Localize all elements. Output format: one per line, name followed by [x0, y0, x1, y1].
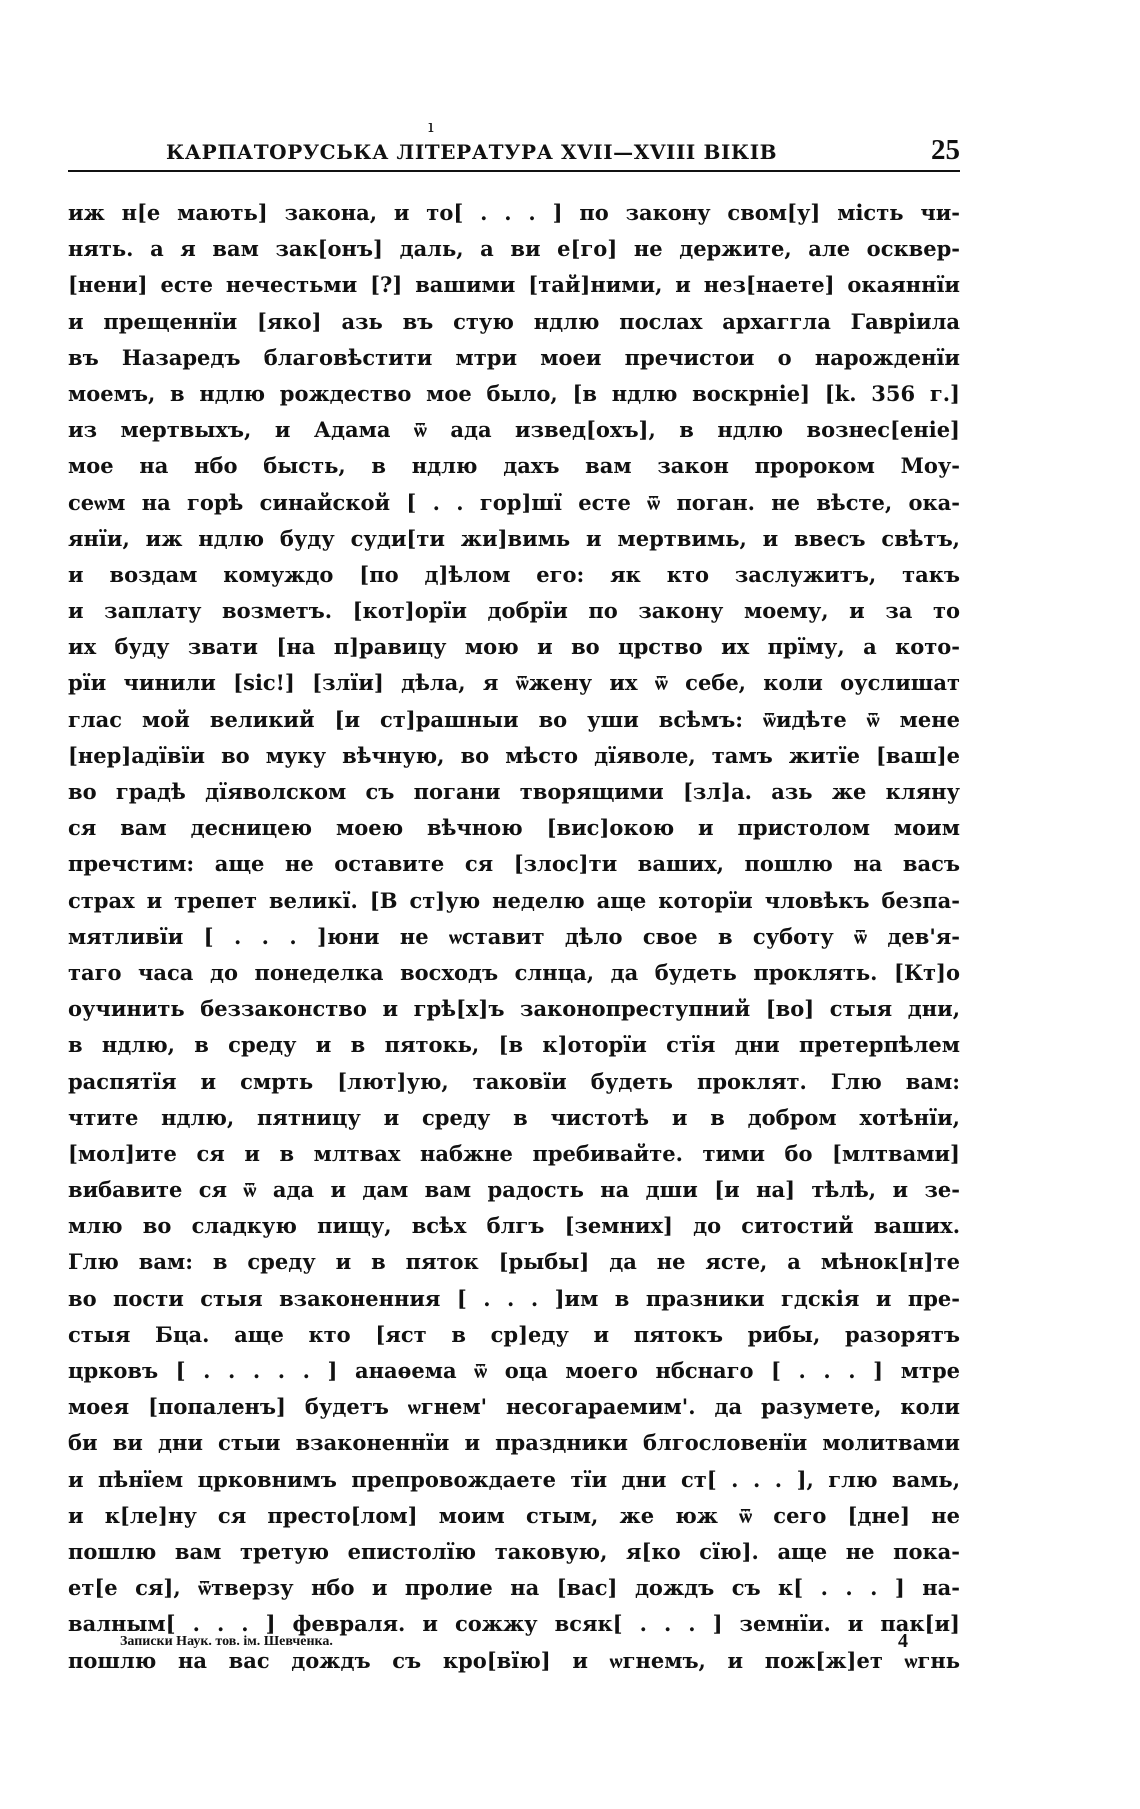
body-text	[68, 195, 960, 1679]
text-line: пречстим: аще не оставите ся [злос]ти ваших, пошлю на васъ	[68, 851, 960, 877]
text-line: пошлю на вас дождъ съ кро[вїю] и ѡгнемъ, и пож[ж]ет ѡгнь	[68, 1647, 960, 1673]
text-line: чтите ндлю, пятницу и среду в чистотѣ и в добром хотѣнїи,	[68, 1104, 960, 1130]
text-line: [мол]ите ся и в млтвах набжне пребивайте. тими бо [млтвами]	[68, 1140, 960, 1166]
text-line: и пѣнїем црковнимъ препровождаете тїи дни ст[ . . . ], глю вамь,	[68, 1466, 960, 1492]
text-line: [нени] есте нечестьми [?] вашими [тай]ними, и нез[наете] окаяннїи	[68, 272, 960, 298]
text-line: и заплату возметъ. [кот]орїи добрїи по закону моему, и за то	[68, 598, 960, 624]
text-line: мое на нбо бысть, в ндлю дахъ вам закон пророком Моу-	[68, 453, 960, 479]
text-line: сеѡм на горѣ синайской [ . . гор]шї есте ѿ поган. не вѣсте, ока-	[68, 489, 960, 515]
running-title: КАРПАТОРУСЬКА ЛІТЕРАТУРА XVII—XVIII ВІКІВ	[166, 140, 778, 164]
text-line: моея [попаленъ] будетъ ѡгнем' несогараемим'. да разумете, коли	[68, 1394, 960, 1420]
text-line: ся вам десницею моею вѣчною [вис]окою и пристолом моим	[68, 815, 960, 841]
text-line: иж н[е мають] закона, и то[ . . . ] по закону свом[у] мість чи-	[68, 200, 960, 225]
page-header	[68, 118, 960, 174]
text-line: глас мой великий [и ст]рашныи во уши всѣмъ: ѿидѣте ѿ мене	[68, 706, 960, 732]
text-line: ет[е ся], ѿтверзу нбо и пролие на [вас] дождъ съ к[ . . . ] на-	[68, 1575, 960, 1601]
text-line: рїи чинили [sic!] [злїи] дѣла, я ѿжену их ѿ себе, коли оуслишат	[68, 670, 960, 696]
text-line: црковъ [ . . . . . ] анаѳема ѿ оца моего нбснаго [ . . . ] мтре	[68, 1358, 960, 1383]
text-line: вибавите ся ѿ ада и дам вам радость на дши [и на] тѣлѣ, и зе-	[68, 1177, 960, 1203]
text-line: и воздам комуждо [по д]ѣлом его: як кто заслужитъ, такъ	[68, 561, 960, 587]
text-line: млю во сладкую пищу, всѣх блгъ [земних] до ситостий ваших.	[68, 1213, 960, 1239]
signature-number: 4	[898, 1630, 908, 1652]
text-line: во градѣ дїяволском съ погани творящими [зл]а. азь же кляну	[68, 779, 960, 804]
text-line: из мертвыхъ, и Адама ѿ ада извед[охъ], в ндлю вознес[еніе]	[68, 417, 960, 443]
header-rule	[68, 170, 960, 172]
page-number: 25	[931, 134, 960, 166]
text-line: янїи, иж ндлю буду суди[ти жи]вимь и мертвимь, и ввесъ свѣтъ,	[68, 525, 960, 551]
text-line: Глю вам: в среду и в пяток [рыбы] да не ясте, а мѣнок[н]те	[68, 1249, 960, 1275]
page-footer	[120, 1630, 920, 1664]
text-line: их буду звати [на п]равицу мою и во црство их прїму, а котo-	[68, 634, 960, 660]
text-line: в ндлю, в среду и в пятокь, [в к]оторїи стїя дни претерпѣлем	[68, 1032, 960, 1058]
text-line: пошлю вам третую епистолїю таковую, я[ко сїю]. аще не пока-	[68, 1538, 960, 1564]
header-mark: ı	[428, 116, 434, 137]
text-line: страх и трепет великї. [В ст]ую неделю аще которїи чловѣкъ безпа-	[68, 887, 960, 913]
printer-signature: Записки Наук. тов. ім. Шевченка.	[120, 1634, 333, 1649]
text-line: моемъ, в ндлю рождество мое было, [в ндлю воскрніе] [k. 356 г.]	[68, 380, 960, 406]
text-line: во пости стыя взаконенния [ . . . ]им в празники гдскія и пре-	[68, 1285, 960, 1311]
text-line: оучинить беззаконство и грѣ[х]ъ законопреступний [во] стыя дни,	[68, 996, 960, 1022]
text-line: валным[ . . . ] февраля. и сожжу всяк[ . . . ] земнїи. и пак[и]	[68, 1611, 960, 1637]
text-line: въ Назаредъ благовѣстити мтри моеи пречистои о нарожденїи	[68, 344, 960, 370]
text-line: нять. а я вам зак[онъ] даль, а ви е[го] не держите, але осквер-	[68, 236, 960, 262]
text-line: и к[ле]ну ся престо[лом] моим стым, же юж ѿ сего [дне] не	[68, 1502, 960, 1528]
text-line: распятїя и смрть [лют]ую, таковїи будеть проклят. Глю вам:	[68, 1068, 960, 1094]
text-line: [нер]адївїи во муку вѣчную, во мѣсто дїяволе, тамъ житїе [ваш]е	[68, 742, 960, 768]
text-line: би ви дни стыи взаконеннїи и праздники блгословенїи молитвами	[68, 1430, 960, 1456]
text-line: и прещеннїи [яко] азь въ стую ндлю послах архаггла Гавріила	[68, 308, 960, 334]
text-line: стыя Бца. аще кто [яст в ср]еду и пятокъ рибы, разорятъ	[68, 1321, 960, 1347]
text-line: мятливїи [ . . . ]юни не ѡставит дѣло свое в суботу ѿ дев'я-	[68, 923, 960, 949]
text-line: таго часа до понеделка восходъ слнца, да будеть проклять. [Кт]о	[68, 959, 960, 985]
